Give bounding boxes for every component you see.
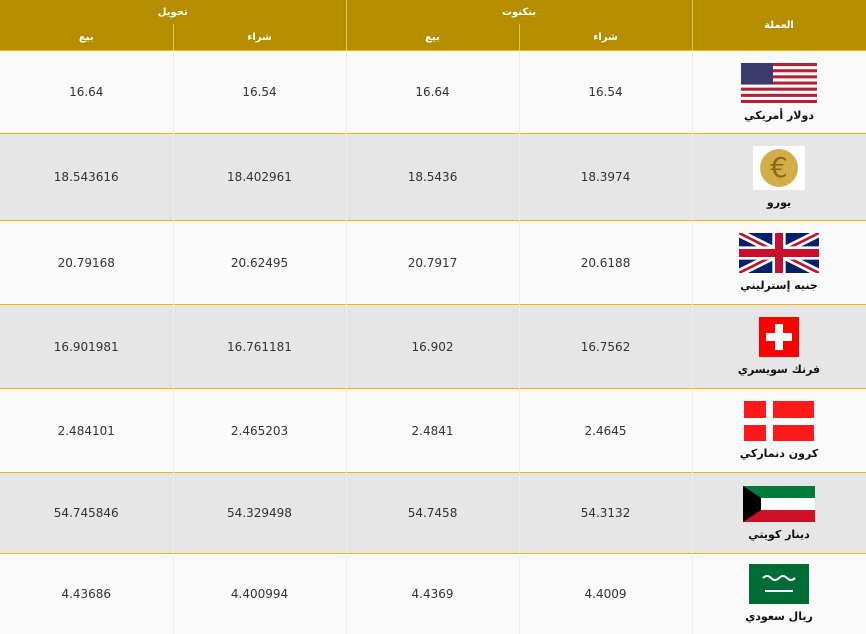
table-row <box>0 389 866 473</box>
transfer-buy-cell: 16.54 <box>173 51 346 134</box>
transfer-buy-cell: 20.62495 <box>173 221 346 305</box>
euro-icon <box>753 146 805 190</box>
banknote-buy-cell: 20.6188 <box>519 221 692 305</box>
banknote-sell-cell: 16.64 <box>346 51 519 134</box>
banknote-sell-cell: 54.7458 <box>346 473 519 554</box>
transfer-buy-cell: 4.400994 <box>173 554 346 634</box>
transfer-buy-cell: 2.465203 <box>173 389 346 473</box>
transfer-buy-cell: 54.329498 <box>173 473 346 554</box>
banknote-buy-cell: 54.3132 <box>519 473 692 554</box>
transfer-sell-cell: 18.543616 <box>0 134 173 221</box>
banknote-sell-cell: 16.902 <box>346 305 519 389</box>
currency-header: العملة <box>692 0 866 51</box>
currency-cell <box>692 473 866 554</box>
swiss-flag-icon <box>759 317 799 357</box>
banknote-sell-cell: 2.4841 <box>346 389 519 473</box>
banknote-buy-header: شراء <box>519 24 692 51</box>
currency-name: يورو <box>766 195 792 209</box>
transfer-sell-cell: 20.79168 <box>0 221 173 305</box>
currency-name: دينار كويتي <box>748 527 810 541</box>
table-row <box>0 221 866 305</box>
currency-name: فرنك سويسري <box>737 363 821 376</box>
table-row <box>0 473 866 554</box>
transfer-buy-header: شراء <box>173 24 346 51</box>
currency-name: كرون دنماركي <box>739 447 819 460</box>
currency-cell <box>692 51 866 134</box>
banknote-sell-cell: 18.5436 <box>346 134 519 221</box>
banknote-buy-cell: 4.4009 <box>519 554 692 634</box>
currency-cell <box>692 305 866 389</box>
uk-flag-icon <box>739 233 819 273</box>
table-row <box>0 305 866 389</box>
currency-name: جنيه إسترليني <box>740 279 818 292</box>
currency-cell <box>692 134 866 221</box>
transfer-sell-cell: 54.745846 <box>0 473 173 554</box>
table-row <box>0 51 866 134</box>
transfer-sell-cell: 16.901981 <box>0 305 173 389</box>
banknote-header: بنكنوت <box>346 0 692 24</box>
table-row <box>0 134 866 221</box>
currency-name: دولار أمريكي <box>744 108 814 122</box>
denmark-flag-icon <box>744 401 814 441</box>
banknote-buy-cell: 16.7562 <box>519 305 692 389</box>
banknote-buy-cell: 16.54 <box>519 51 692 134</box>
banknote-sell-header: بيع <box>346 24 519 51</box>
transfer-sell-cell: 4.43686 <box>0 554 173 634</box>
banknote-buy-cell: 18.3974 <box>519 134 692 221</box>
currency-name: ريال سعودي <box>745 610 813 624</box>
transfer-sell-cell: 2.484101 <box>0 389 173 473</box>
transfer-header: تحويل <box>0 0 346 24</box>
transfer-buy-cell: 16.761181 <box>173 305 346 389</box>
currency-cell <box>692 221 866 305</box>
banknote-sell-cell: 4.4369 <box>346 554 519 634</box>
svg-text:€: € <box>770 150 788 184</box>
banknote-sell-cell: 20.7917 <box>346 221 519 305</box>
transfer-sell-cell: 16.64 <box>0 51 173 134</box>
currency-cell <box>692 389 866 473</box>
kuwait-flag-icon <box>743 486 815 522</box>
transfer-buy-cell: 18.402961 <box>173 134 346 221</box>
banknote-buy-cell: 2.4645 <box>519 389 692 473</box>
us-flag-icon <box>741 63 817 103</box>
saudi-flag-icon <box>749 564 809 604</box>
transfer-sell-header: بيع <box>0 24 173 51</box>
